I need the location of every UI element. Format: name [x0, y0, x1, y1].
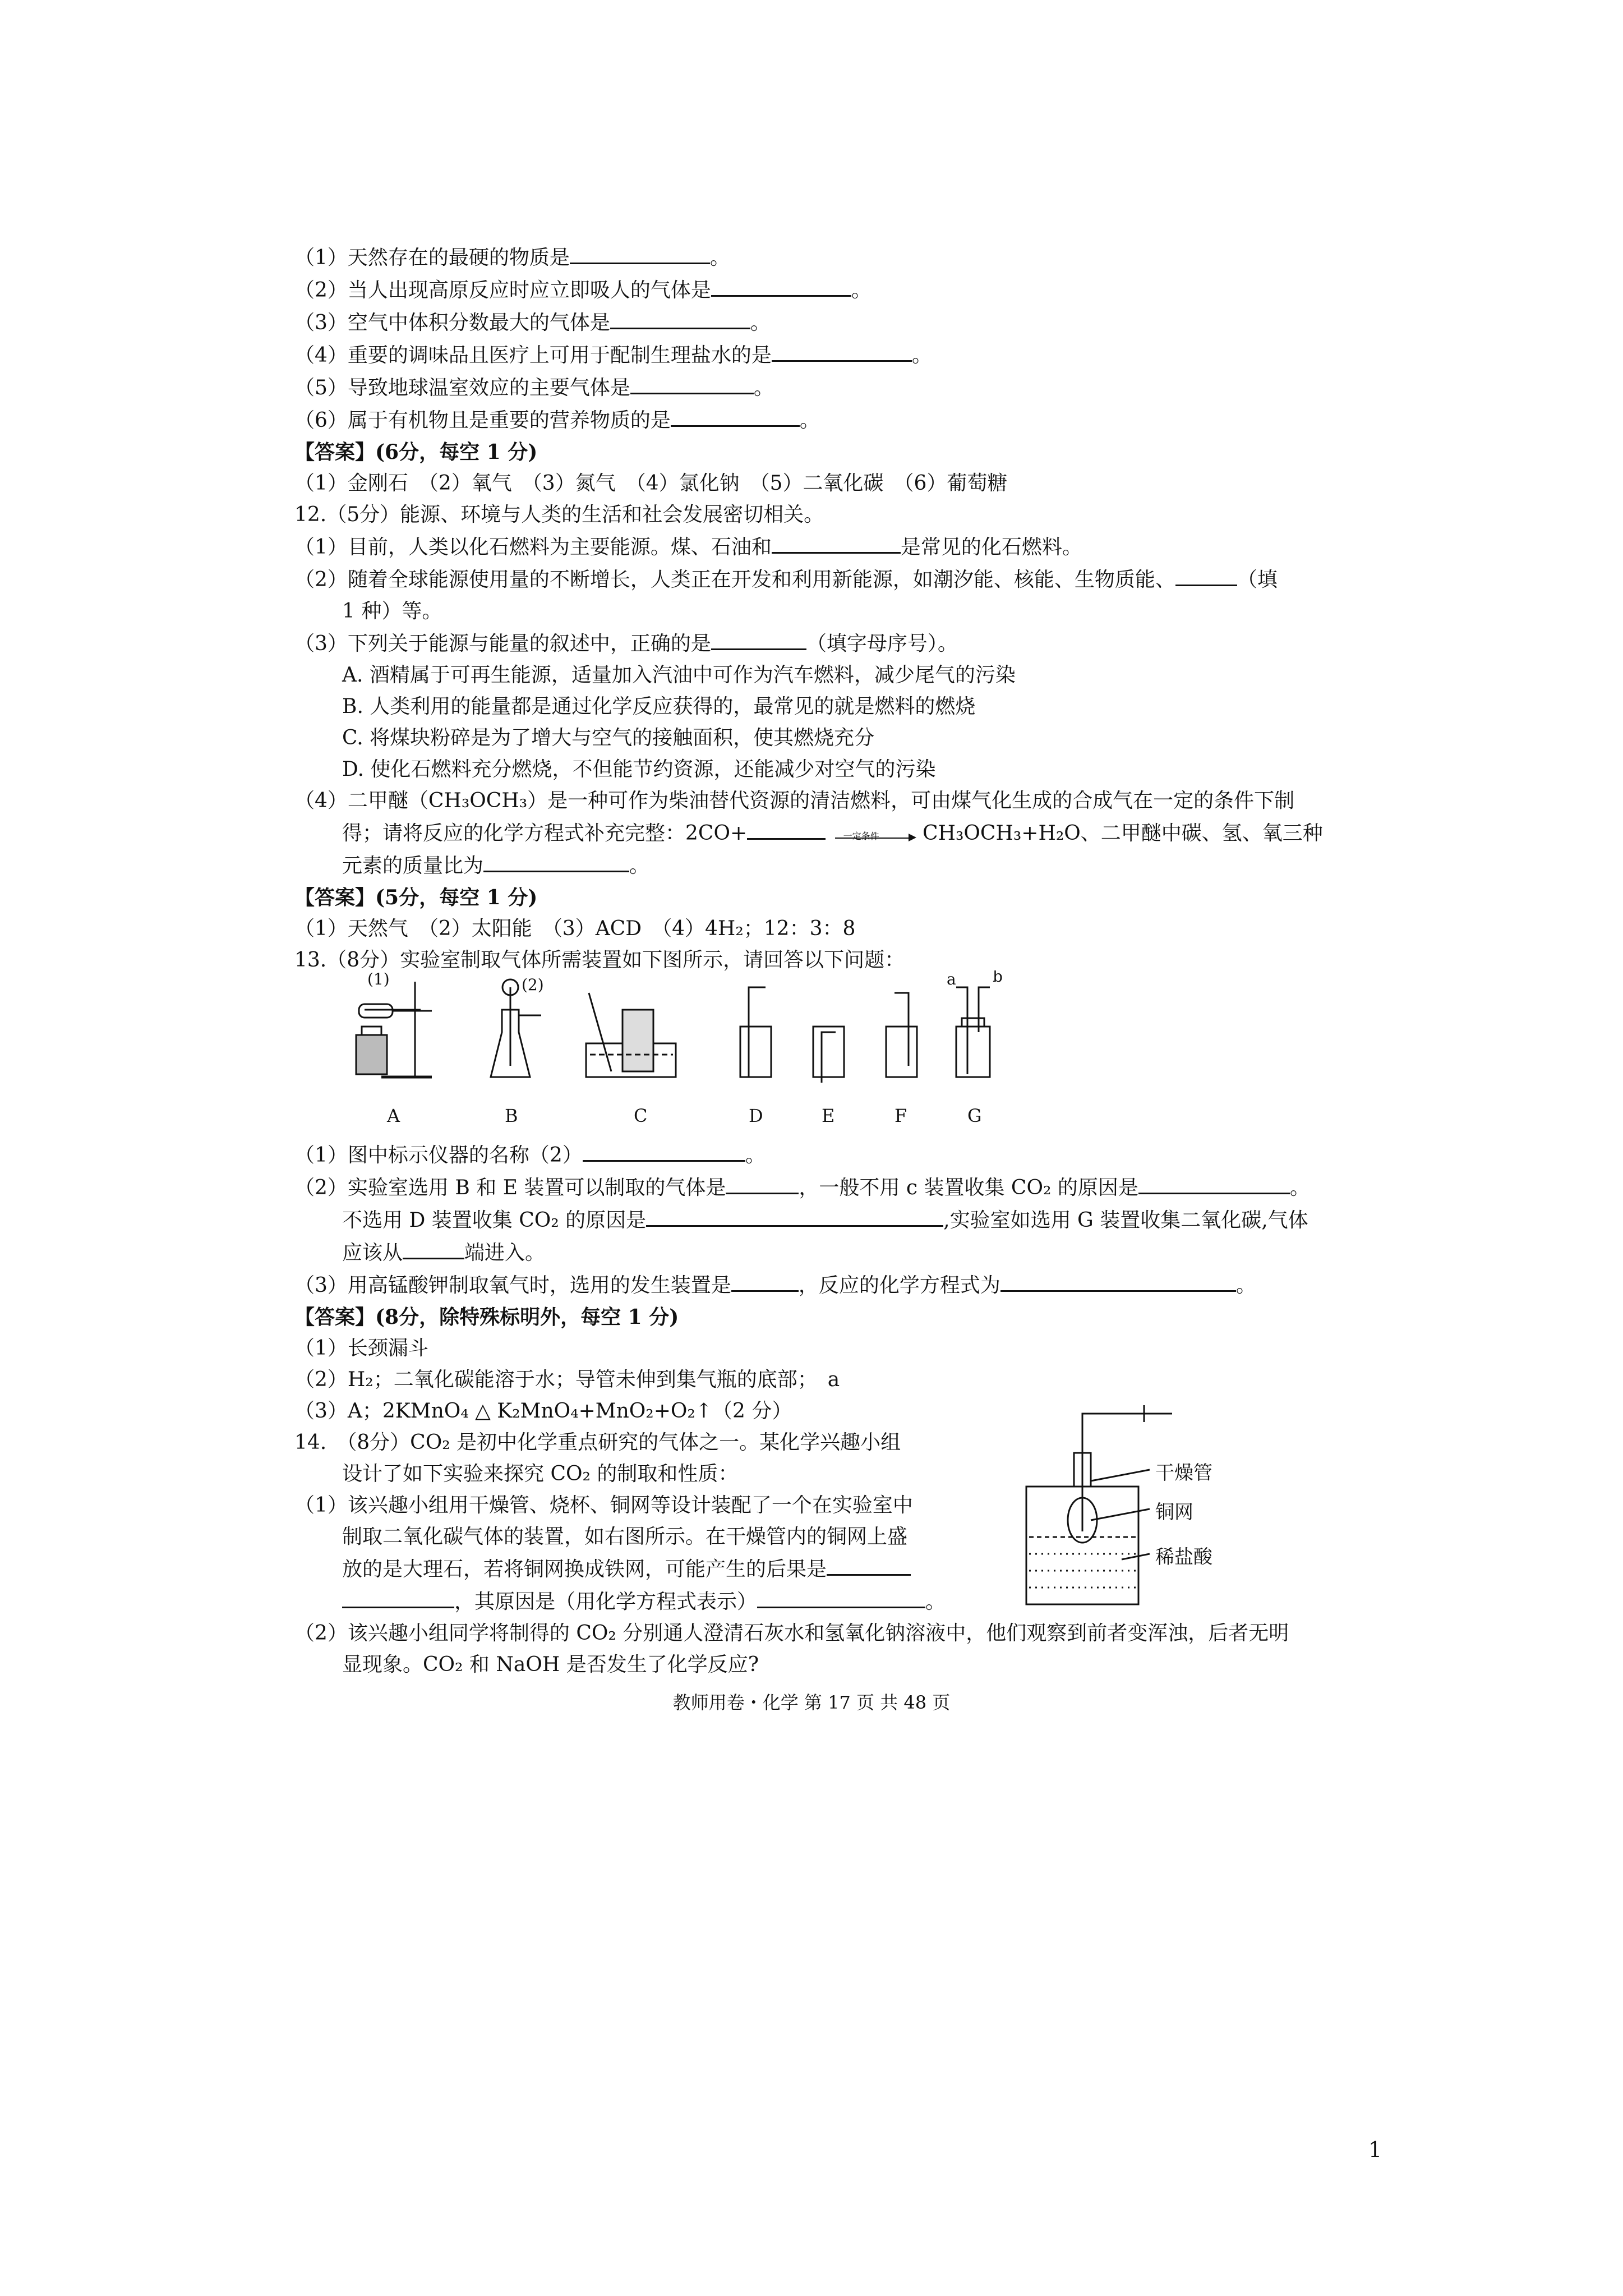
text: ，一般不用 c 装置收集 CO₂ 的原因是 — [799, 1176, 1138, 1199]
q11-item-2 — [294, 274, 1332, 306]
text: （1）目前，人类以化石燃料为主要能源。煤、石油和 — [294, 536, 772, 559]
apparatus-b — [491, 979, 541, 1077]
label-c: C — [634, 1105, 648, 1126]
text: （3）用高锰酸钾制取氧气时，选用的发生装置是 — [294, 1274, 731, 1297]
label-d: D — [749, 1105, 763, 1126]
q13-part-2-cont — [294, 1204, 1332, 1236]
label-f: F — [895, 1105, 907, 1126]
answer-blank — [711, 627, 806, 650]
q11-answer-head: 【答案】(6分，每空 1 分) — [294, 440, 538, 464]
item-end: 。 — [750, 311, 771, 334]
label-e: E — [822, 1105, 835, 1126]
apparatus-d — [740, 987, 771, 1077]
q14-part-1: （1）该兴趣小组用干燥管、烧杯、铜网等设计装配了一个在实验室中 — [294, 1494, 913, 1517]
q11-item-3 — [294, 306, 1332, 339]
q12-part-2-cont: 1 种）等。 — [342, 600, 442, 623]
q12-answer: （1）天然气 （2）太阳能 （3）ACD （4）4H₂；12：3：8 — [294, 917, 856, 940]
answer-blank — [671, 404, 800, 427]
answer-blank — [747, 817, 826, 840]
q14-part-2: （2）该兴趣小组同学将制得的 CO₂ 分别通人澄清石灰水和氢氧化钠溶液中，他们观察到前者变浑浊，后者无明 — [294, 1622, 1289, 1645]
item-text: （5）导致地球温室效应的主要气体是 — [294, 376, 630, 399]
answer-blank — [1000, 1269, 1236, 1292]
q12-part-4-equation — [294, 817, 1332, 849]
text: CH₃OCH₃+H₂O、二甲醚中碳、氢、氧三种 — [923, 822, 1323, 845]
item-text: （2）当人出现高原反应时应立即吸人的气体是 — [294, 279, 711, 302]
answer-blank — [630, 371, 754, 394]
answer-blank — [1138, 1171, 1290, 1194]
text: ,实验室如选用 G 装置收集二氧化碳,气体 — [943, 1209, 1308, 1232]
q11-answer: （1）金刚石 （2）氧气 （3）氮气 （4）氯化钠 （5）二氧化碳 （6）葡萄糖 — [294, 472, 1008, 495]
q13-answer-head: 【答案】(8分，除特殊标明外，每空 1 分) — [294, 1305, 679, 1329]
apparatus-figure — [348, 970, 1021, 1126]
text: 应该从 — [342, 1241, 403, 1264]
answer-blank — [342, 1585, 454, 1608]
item-end: 。 — [911, 344, 932, 367]
label-dryer-tube: 干燥管 — [1155, 1462, 1212, 1484]
item-end: 。 — [799, 409, 820, 432]
answer-blank — [403, 1236, 464, 1259]
answer-blank — [757, 1585, 925, 1608]
dryer-figure — [1021, 1391, 1312, 1616]
item-text: （3）空气中体积分数最大的气体是 — [294, 311, 610, 334]
label-dilute-hcl: 稀盐酸 — [1155, 1546, 1212, 1568]
answer-blank — [646, 1204, 943, 1227]
text: 不选用 D 装置收集 CO₂ 的原因是 — [342, 1209, 647, 1232]
text: （填 — [1237, 568, 1278, 591]
q14-title: 14. （8分）CO₂ 是初中化学重点研究的气体之一。某化学兴趣小组 — [294, 1431, 901, 1454]
q13-part-2 — [294, 1171, 1332, 1204]
apparatus-drawing — [348, 970, 1021, 1105]
condition-text: 一定条件 — [843, 831, 879, 841]
text: （2）实验室选用 B 和 E 装置可以制取的气体是 — [294, 1176, 726, 1199]
answer-blank — [772, 339, 912, 362]
q12-option-a: A. 酒精属于可再生能源，适量加入汽油中可作为汽车燃料，减少尾气的污染 — [342, 664, 1016, 687]
answer-blank — [483, 849, 629, 872]
answer-blank — [583, 1139, 745, 1162]
apparatus-e — [813, 1027, 844, 1083]
text: 元素的质量比为 — [342, 854, 484, 877]
q11-item-4 — [294, 339, 1332, 371]
q12-title: 12.（5分）能源、环境与人类的生活和社会发展密切相关。 — [294, 503, 824, 526]
text: 。 — [745, 1144, 766, 1167]
text: （1）图中标示仪器的名称（2） — [294, 1144, 583, 1167]
label-copper-mesh: 铜网 — [1155, 1501, 1193, 1524]
page-number: 1 — [1368, 2137, 1382, 2162]
q14-title-cont: 设计了如下实验来探究 CO₂ 的制取和性质： — [342, 1462, 739, 1485]
q12-part-4-ratio — [294, 849, 1332, 882]
answer-blank — [827, 1553, 911, 1576]
q11-item-1 — [294, 241, 1332, 274]
reaction-arrow — [832, 824, 916, 845]
q13-answer-2: （2）H₂；二氧化碳能溶于水；导管未伸到集气瓶的底部； a — [294, 1368, 840, 1391]
apparatus-g — [956, 987, 990, 1077]
q13-part-3 — [294, 1269, 1332, 1301]
item-text: （6）属于有机物且是重要的营养物质的是 — [294, 409, 671, 432]
q14-part-2-cont: 显现象。CO₂ 和 NaOH 是否发生了化学反应? — [342, 1653, 759, 1676]
q12-part-4: （4）二甲醚（CH₃OCH₃）是一种可作为柴油替代资源的清洁燃料，可由煤气化生成的合成气在一定的条件下制 — [294, 789, 1295, 812]
apparatus-c — [586, 993, 676, 1077]
item-end: 。 — [851, 279, 872, 302]
q13-answer-1: （1）长颈漏斗 — [294, 1337, 428, 1360]
item-text: （4）重要的调味品且医疗上可用于配制生理盐水的是 — [294, 344, 772, 367]
apparatus-f — [886, 993, 917, 1077]
answer-blank — [1175, 563, 1237, 586]
text: 。 — [629, 854, 650, 877]
text: 。 — [1235, 1274, 1256, 1297]
text: 。 — [1289, 1176, 1310, 1199]
text: 放的是大理石，若将铜网换成铁网，可能产生的后果是 — [342, 1558, 827, 1581]
text: ，反应的化学方程式为 — [798, 1274, 1000, 1297]
q12-part-1 — [294, 531, 1332, 563]
mark-a: a — [947, 970, 956, 988]
q13-title: 13.（8分）实验室制取气体所需装置如下图所示，请回答以下问题： — [294, 949, 905, 972]
answer-blank — [610, 306, 750, 329]
q12-answer-head: 【答案】(5分，每空 1 分) — [294, 886, 538, 909]
mark-1: (1) — [367, 970, 390, 988]
q13-part-1 — [294, 1139, 1332, 1171]
item-text: （1）天然存在的最硬的物质是 — [294, 246, 570, 269]
q12-part-3 — [294, 627, 1332, 660]
text: ，其原因是（用化学方程式表示） — [454, 1590, 758, 1613]
label-b: B — [505, 1105, 518, 1126]
text: （2）随着全球能源使用量的不断增长，人类正在开发和利用新能源，如潮汐能、核能、生物质能、 — [294, 568, 1175, 591]
q13-part-2-cont2 — [294, 1236, 1332, 1269]
item-end: 。 — [709, 246, 730, 269]
text: （3）下列关于能源与能量的叙述中，正确的是 — [294, 632, 711, 655]
answer-blank — [570, 241, 710, 264]
answer-blank — [711, 274, 851, 297]
mark-2: (2) — [522, 976, 544, 994]
answer-blank — [726, 1171, 799, 1194]
answer-blank — [772, 531, 901, 554]
q12-option-b: B. 人类利用的能量都是通过化学反应获得的，最常见的就是燃料的燃烧 — [342, 695, 976, 718]
q11-item-6 — [294, 404, 1332, 436]
text: 。 — [925, 1590, 946, 1613]
q13-answer-3: （3）A；2KMnO₄ △ K₂MnO₄+MnO₂+O₂↑（2 分） — [294, 1400, 792, 1423]
q11-item-5 — [294, 371, 1332, 404]
label-g: G — [967, 1105, 982, 1126]
mark-b: b — [993, 970, 1003, 986]
q12-part-2 — [294, 563, 1332, 596]
item-end: 。 — [753, 376, 774, 399]
text: 得；请将反应的化学方程式补充完整：2CO+ — [342, 822, 748, 845]
text: （填字母序号）。 — [806, 632, 958, 655]
text: 是常见的化石燃料。 — [900, 536, 1082, 559]
q14-part-1-cont: 制取二氧化碳气体的装置，如右图所示。在干燥管内的铜网上盛 — [342, 1525, 908, 1548]
text: 端进入。 — [464, 1241, 546, 1264]
q12-option-d: D. 使化石燃料充分燃烧，不但能节约资源，还能减少对空气的污染 — [342, 758, 936, 781]
q12-option-c: C. 将煤块粉碎是为了增大与空气的接触面积，使其燃烧充分 — [342, 726, 875, 749]
label-a: A — [387, 1105, 400, 1126]
apparatus-a — [356, 982, 432, 1077]
answer-blank — [731, 1269, 799, 1292]
page-footer: 教师用卷・化学 第 17 页 共 48 页 — [672, 1692, 951, 1713]
